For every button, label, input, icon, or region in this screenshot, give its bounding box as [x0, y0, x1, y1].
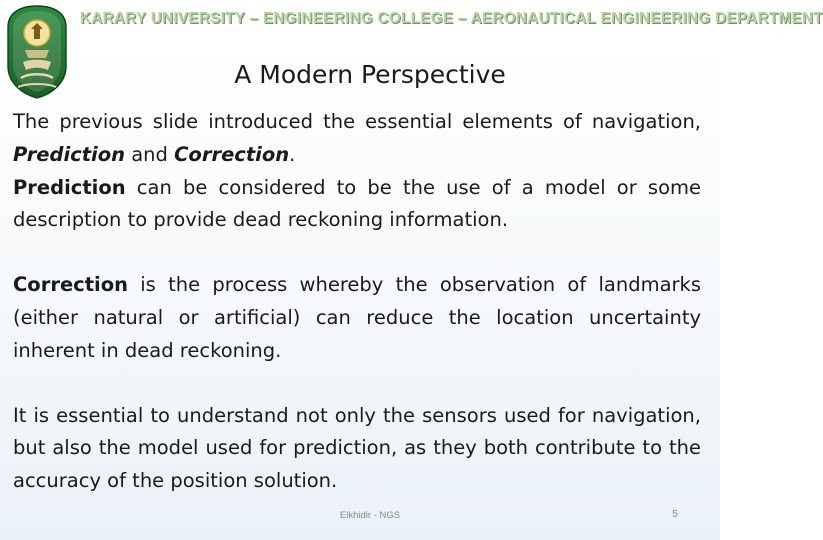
paragraph-correction	[13, 269, 701, 367]
slide-body	[13, 106, 701, 498]
footer-author: Elkhidir - NGS	[339, 510, 401, 521]
and-connector: and	[125, 142, 175, 166]
intro-punctuation: .	[289, 142, 296, 166]
university-logo	[5, 3, 69, 101]
paragraph-introduction	[13, 106, 701, 172]
paragraph-essential-understanding: It is essential to understand not only the sensors used for navigation, but also the model used for prediction, as they both contribute to the accuracy of the position solution.	[13, 403, 701, 493]
correction-description: is the process whereby the observation of landmarks (either natural or artificial) can reduce the location uncertainty inherent in dead reckoning.	[13, 273, 701, 362]
prediction-heading: Prediction	[13, 175, 126, 199]
page-number: 5	[672, 509, 678, 520]
paragraph-prediction	[13, 172, 701, 238]
university-department-banner: KARARY UNIVERSITY – ENGINEERING COLLEGE – AERONAUTICAL ENGINEERING DEPARTMENT	[80, 10, 823, 27]
intro-text: The previous slide introduced the essential elements of navigation,	[13, 110, 701, 133]
paragraph-spacer-2	[13, 368, 701, 400]
slide-title: A Modern Perspective	[234, 60, 506, 89]
correction-term: Correction	[174, 142, 290, 166]
prediction-description: can be considered to be the use of a model or some description to provide dead reckoning information.	[13, 175, 701, 232]
paragraph-spacer	[13, 237, 701, 269]
prediction-term: Prediction	[13, 142, 126, 166]
correction-heading: Correction	[13, 273, 129, 297]
